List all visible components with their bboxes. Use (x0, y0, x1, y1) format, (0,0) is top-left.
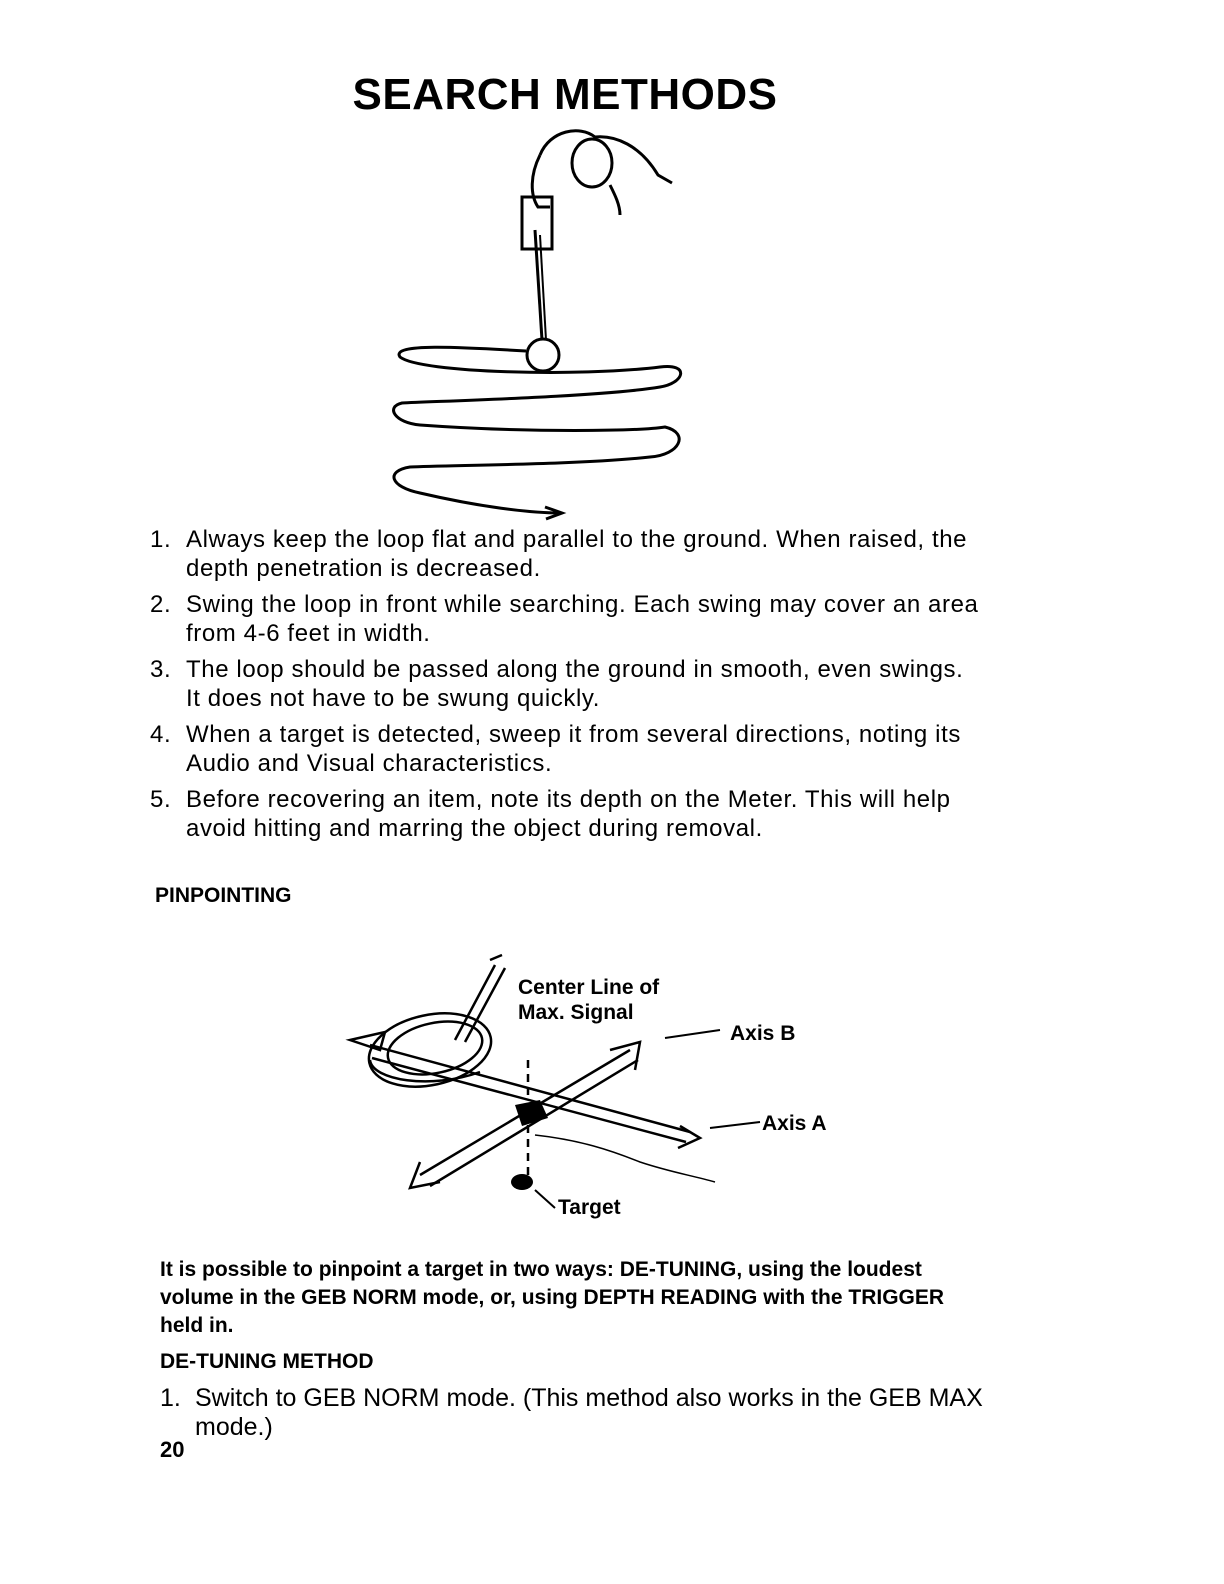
axis-b-label: Axis B (730, 1022, 796, 1045)
center-line-label: Center Line of Max. Signal (518, 976, 660, 1024)
list-item: 2. Swing the loop in front while searching. Each swing may cover an area from 4-6 feet in width. (150, 591, 979, 647)
ground-edge (535, 1135, 715, 1182)
axis-b-arrowhead (610, 1042, 640, 1070)
sweep-illustration (380, 115, 740, 535)
target-label: Target (558, 1196, 621, 1219)
sweep-path (394, 347, 681, 513)
list-item: 4. When a target is detected, sweep it from several directions, noting its Audio and Visual characteristics. (150, 721, 961, 777)
axis-a-label: Axis A (762, 1112, 827, 1135)
page-number: 20 (160, 1437, 185, 1462)
detuning-heading: DE-TUNING METHOD (160, 1350, 374, 1373)
pinpointing-heading: PINPOINTING (155, 884, 292, 907)
list-item: 1. Always keep the loop flat and parallel to the ground. When raised, the depth penetration is decreased. (150, 526, 968, 582)
operator-head (572, 139, 612, 187)
target-icon (511, 1174, 533, 1190)
page-title: SEARCH METHODS (352, 70, 778, 119)
list-item: 5. Before recovering an item, note its depth on the Meter. This will help avoid hitting and marring the object during removal. (150, 786, 951, 842)
pinpoint-intro: It is possible to pinpoint a target in two ways: DE-TUNING, using the loudest volume in the GEB NORM mode, or, using DEPTH READING with the TRIGGER held in. (160, 1258, 945, 1337)
operator-body (540, 131, 672, 183)
search-loop (527, 339, 559, 371)
list-item: 3. The loop should be passed along the ground in smooth, even swings. It does not have to be swung quickly. (150, 656, 964, 712)
detuning-step: 1. Switch to GEB NORM mode. (This method also works in the GEB MAX mode.) (160, 1384, 983, 1441)
detector-shaft (455, 955, 505, 1042)
search-method-list (150, 525, 980, 850)
